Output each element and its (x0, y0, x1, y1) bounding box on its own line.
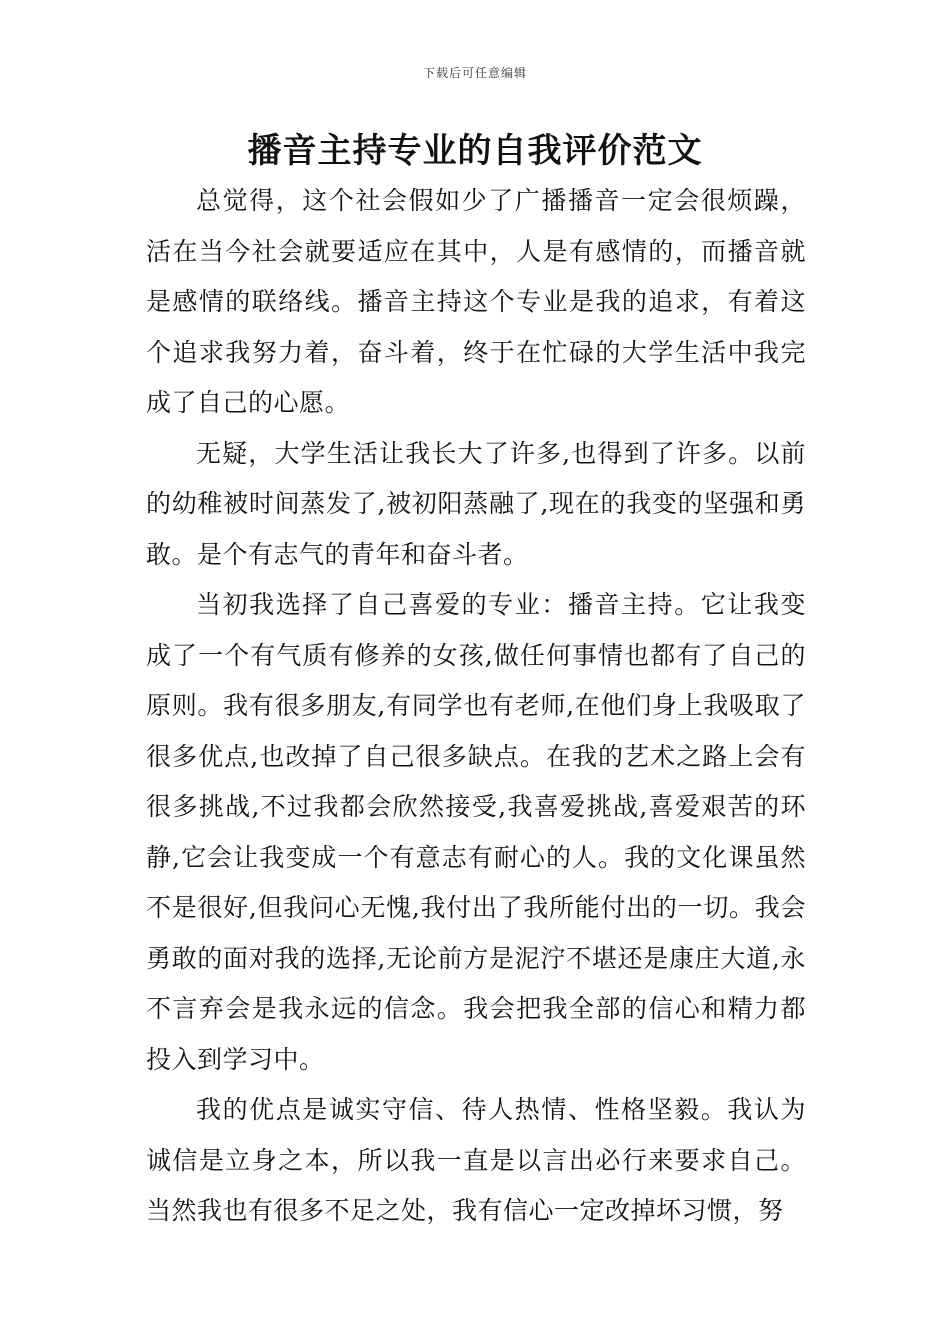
paragraph-4: 我的优点是诚实守信、待人热情、性格坚毅。我认为诚信是立身之本，所以我一直是以言出必行来要求自己。当然我也有很多不足之处，我有信心一定改掉坏习惯，努 (146, 1095, 806, 1225)
paragraph-3: 当初我选择了自己喜爱的专业：播音主持。它让我变成了一个有气质有修养的女孩,做任何事情也都有了自己的原则。我有很多朋友,有同学也有老师,在他们身上我吸取了很多优点,也改掉了自己很多缺点。在我的艺术之路上会有很多挑战,不过我都会欣然接受,我喜爱挑战,喜爱艰苦的环静,它会让我变成一个有意志有耐心的人。我的文化课虽然不是很好,但我问心无愧,我付出了我所能付出的一切。我会勇敢的面对我的选择,无论前方是泥泞不堪还是康庄大道,永不言弃会是我永远的信念。我会把我全部的信心和精力都投入到学习中。 (146, 590, 806, 1074)
document-body (146, 176, 806, 1237)
document-title: 播音主持专业的自我评价范文 (247, 131, 703, 171)
paragraph-1: 总觉得，这个社会假如少了广播播音一定会很烦躁，活在当今社会就要适应在其中，人是有感情的，而播音就是感情的联络线。播音主持这个专业是我的追求，有着这个追求我努力着，奋斗着，终于在忙碌的大学生活中我完成了自己的心愿。 (146, 186, 806, 417)
header-note: 下载后可任意编辑 (422, 66, 527, 80)
paragraph-2: 无疑，大学生活让我长大了许多,也得到了许多。以前的幼稚被时间蒸发了,被初阳蒸融了,现在的我变的坚强和勇敢。是个有志气的青年和奋斗者。 (146, 438, 806, 569)
